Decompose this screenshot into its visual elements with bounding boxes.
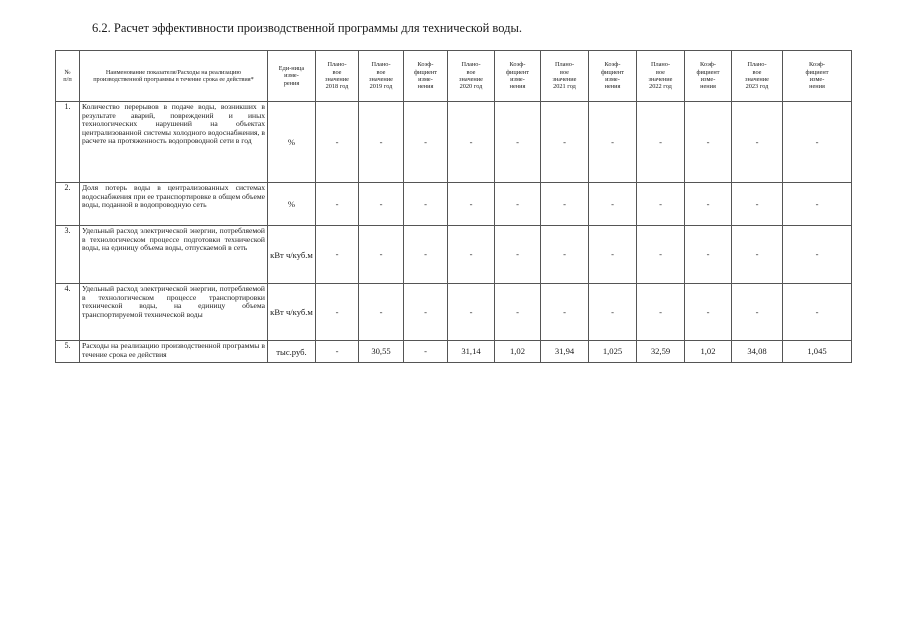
value-cell: - xyxy=(359,183,404,226)
header-cell-plan-2019: Плано- вое значение 2019 год xyxy=(359,51,404,102)
indicator-name: Удельный расход электрической энергии, потребляемой в технологическом процессе транспортировки технической воды, на единицу объема транспортируемой технической воды xyxy=(80,284,268,341)
value-cell: - xyxy=(783,226,852,284)
value-cell: 31,14 xyxy=(448,341,495,363)
value-cell: - xyxy=(359,284,404,341)
value-cell: - xyxy=(495,102,541,183)
header-cell-plan-2023: Плано- вое значение 2023 год xyxy=(732,51,783,102)
value-cell: - xyxy=(316,102,359,183)
header-cell-num: № п/п xyxy=(56,51,80,102)
value-cell: - xyxy=(732,102,783,183)
value-cell: - xyxy=(637,226,685,284)
value-cell: - xyxy=(448,102,495,183)
value-cell: 34,08 xyxy=(732,341,783,363)
value-cell: - xyxy=(541,102,589,183)
value-cell: - xyxy=(541,226,589,284)
value-cell: - xyxy=(589,183,637,226)
header-cell-coef-2021: Коэф- фициент изме- нения xyxy=(589,51,637,102)
table-row xyxy=(56,284,852,341)
value-cell: - xyxy=(316,284,359,341)
value-cell: - xyxy=(404,226,448,284)
value-cell: - xyxy=(685,226,732,284)
value-cell: - xyxy=(541,183,589,226)
value-cell: 1,02 xyxy=(685,341,732,363)
value-cell: - xyxy=(359,102,404,183)
value-cell: - xyxy=(316,226,359,284)
value-cell: - xyxy=(589,102,637,183)
value-cell: - xyxy=(783,284,852,341)
value-cell: - xyxy=(404,102,448,183)
value-cell: - xyxy=(448,183,495,226)
header-cell-coef-2023: Коэф- фициент изме- нения xyxy=(783,51,852,102)
value-cell: - xyxy=(732,226,783,284)
indicator-name: Доля потерь воды в централизованных системах водоснабжения при ее транспортировке в общем объеме воды, поданной в водопроводную сеть xyxy=(80,183,268,226)
row-number: 4. xyxy=(56,284,80,341)
value-cell: - xyxy=(316,183,359,226)
value-cell: 1,025 xyxy=(589,341,637,363)
value-cell: - xyxy=(637,284,685,341)
value-cell: - xyxy=(685,183,732,226)
value-cell: 30,55 xyxy=(359,341,404,363)
indicator-name: Количество перерывов в подаче воды, возникших в результате аварий, повреждений и иных технологических нарушений на объектах централизованной системы холодного водоснабжения, в расчете на протяженность водопроводной сети в год xyxy=(80,102,268,183)
value-cell: - xyxy=(783,102,852,183)
value-cell: - xyxy=(316,341,359,363)
header-cell-name: Наименование показателя/Расходы на реализацию производственной программы в течение срока ее действия* xyxy=(80,51,268,102)
row-number: 5. xyxy=(56,341,80,363)
header-cell-plan-2022: Плано- вое значение 2022 год xyxy=(637,51,685,102)
value-cell: - xyxy=(404,284,448,341)
value-cell: - xyxy=(685,102,732,183)
value-cell: - xyxy=(495,226,541,284)
table-header xyxy=(56,51,852,102)
value-cell: - xyxy=(589,226,637,284)
value-cell: - xyxy=(495,183,541,226)
table-row xyxy=(56,341,852,363)
header-cell-plan-2018: Плано- вое значение 2018 год xyxy=(316,51,359,102)
row-number: 1. xyxy=(56,102,80,183)
table-row xyxy=(56,183,852,226)
indicator-name: Расходы на реализацию производственной программы в течение срока ее действия xyxy=(80,341,268,363)
value-cell: - xyxy=(404,183,448,226)
row-number: 2. xyxy=(56,183,80,226)
unit-cell: тыс.руб. xyxy=(268,341,316,363)
value-cell: - xyxy=(448,284,495,341)
value-cell: 32,59 xyxy=(637,341,685,363)
header-row xyxy=(56,51,852,102)
value-cell: - xyxy=(637,183,685,226)
table-row xyxy=(56,102,852,183)
value-cell: - xyxy=(732,183,783,226)
value-cell: - xyxy=(404,341,448,363)
page-heading: 6.2. Расчет эффективности производственной программы для технической воды. xyxy=(92,21,523,35)
value-cell: - xyxy=(589,284,637,341)
unit-cell: % xyxy=(268,183,316,226)
value-cell: - xyxy=(685,284,732,341)
value-cell: - xyxy=(448,226,495,284)
efficiency-table xyxy=(55,50,852,363)
value-cell: - xyxy=(495,284,541,341)
table-row xyxy=(56,226,852,284)
row-number: 3. xyxy=(56,226,80,284)
header-cell-unit: Еди-ница изме- рения xyxy=(268,51,316,102)
unit-cell: кВт ч/куб.м xyxy=(268,284,316,341)
value-cell: - xyxy=(541,284,589,341)
indicator-name: Удельный расход электрической энергии, потребляемой в технологическом процессе подготовки технической воды, на единицу объема воды, отпускаемой в сеть xyxy=(80,226,268,284)
value-cell: 1,045 xyxy=(783,341,852,363)
unit-cell: кВт ч/куб.м xyxy=(268,226,316,284)
value-cell: 31,94 xyxy=(541,341,589,363)
value-cell: - xyxy=(783,183,852,226)
value-cell: - xyxy=(359,226,404,284)
value-cell: 1,02 xyxy=(495,341,541,363)
header-cell-plan-2020: Плано- вое значение 2020 год xyxy=(448,51,495,102)
header-cell-coef-2019: Коэф- фициент изме- нения xyxy=(404,51,448,102)
unit-cell: % xyxy=(268,102,316,183)
value-cell: - xyxy=(637,102,685,183)
header-cell-coef-2022: Коэф- фициент изме- нения xyxy=(685,51,732,102)
header-cell-plan-2021: Плано- вое значение 2021 год xyxy=(541,51,589,102)
header-cell-coef-2020: Коэф- фициент изме- нения xyxy=(495,51,541,102)
value-cell: - xyxy=(732,284,783,341)
